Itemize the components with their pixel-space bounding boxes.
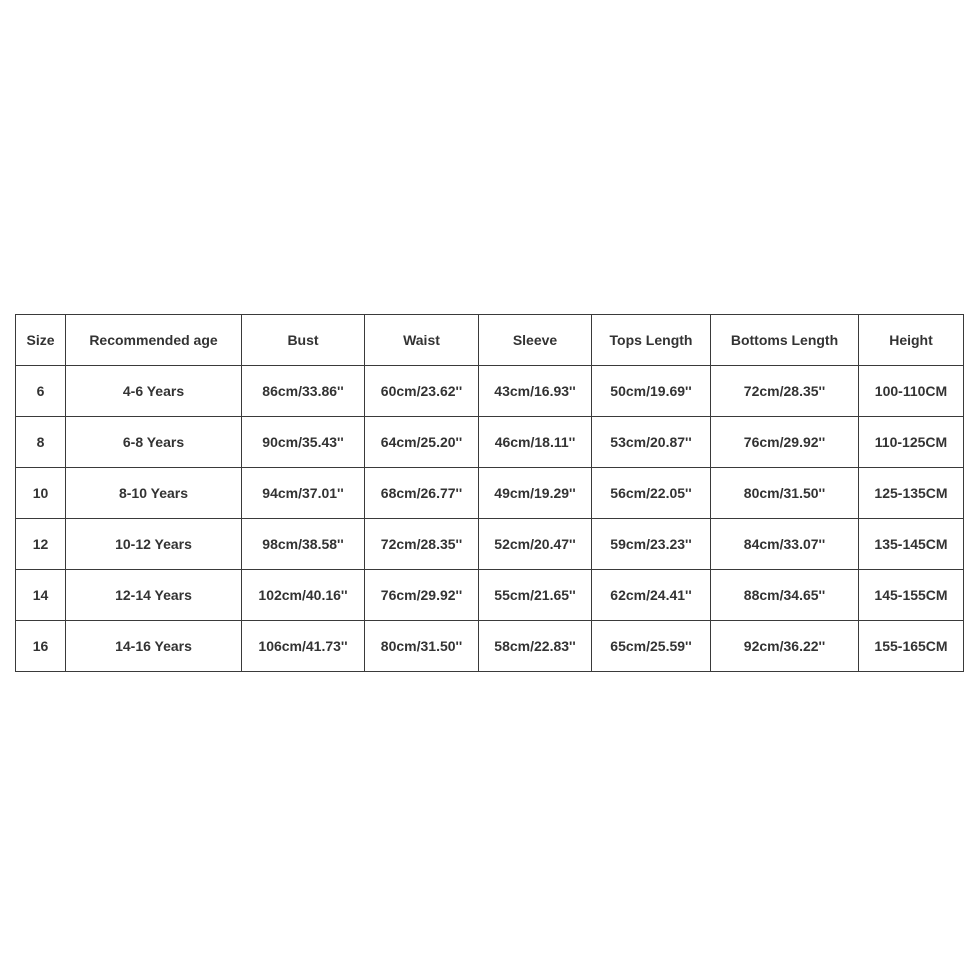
cell-waist: 60cm/23.62'' <box>365 366 479 417</box>
header-bust: Bust <box>242 315 365 366</box>
cell-tops-length: 50cm/19.69'' <box>592 366 711 417</box>
cell-bottoms-length: 88cm/34.65'' <box>711 570 859 621</box>
cell-bottoms-length: 76cm/29.92'' <box>711 417 859 468</box>
table-row <box>16 417 964 468</box>
cell-size: 8 <box>16 417 66 468</box>
cell-sleeve: 49cm/19.29'' <box>479 468 592 519</box>
header-waist: Waist <box>365 315 479 366</box>
table-row <box>16 366 964 417</box>
cell-waist: 68cm/26.77'' <box>365 468 479 519</box>
cell-recommended-age: 8-10 Years <box>66 468 242 519</box>
cell-tops-length: 65cm/25.59'' <box>592 621 711 672</box>
cell-bottoms-length: 80cm/31.50'' <box>711 468 859 519</box>
cell-height: 155-165CM <box>859 621 964 672</box>
cell-bottoms-length: 72cm/28.35'' <box>711 366 859 417</box>
cell-height: 100-110CM <box>859 366 964 417</box>
cell-recommended-age: 6-8 Years <box>66 417 242 468</box>
cell-sleeve: 46cm/18.11'' <box>479 417 592 468</box>
cell-waist: 64cm/25.20'' <box>365 417 479 468</box>
cell-size: 6 <box>16 366 66 417</box>
size-chart-header <box>16 315 964 366</box>
cell-sleeve: 55cm/21.65'' <box>479 570 592 621</box>
cell-height: 125-135CM <box>859 468 964 519</box>
header-sleeve: Sleeve <box>479 315 592 366</box>
size-chart-table <box>15 314 964 672</box>
cell-size: 14 <box>16 570 66 621</box>
cell-recommended-age: 4-6 Years <box>66 366 242 417</box>
cell-height: 110-125CM <box>859 417 964 468</box>
cell-sleeve: 52cm/20.47'' <box>479 519 592 570</box>
cell-size: 12 <box>16 519 66 570</box>
header-tops-length: Tops Length <box>592 315 711 366</box>
cell-size: 16 <box>16 621 66 672</box>
cell-bust: 86cm/33.86'' <box>242 366 365 417</box>
table-row <box>16 519 964 570</box>
cell-bust: 94cm/37.01'' <box>242 468 365 519</box>
header-recommended-age: Recommended age <box>66 315 242 366</box>
cell-tops-length: 56cm/22.05'' <box>592 468 711 519</box>
cell-recommended-age: 14-16 Years <box>66 621 242 672</box>
header-size: Size <box>16 315 66 366</box>
table-row <box>16 570 964 621</box>
header-bottoms-length: Bottoms Length <box>711 315 859 366</box>
cell-bust: 90cm/35.43'' <box>242 417 365 468</box>
cell-recommended-age: 10-12 Years <box>66 519 242 570</box>
cell-tops-length: 53cm/20.87'' <box>592 417 711 468</box>
header-height: Height <box>859 315 964 366</box>
cell-waist: 72cm/28.35'' <box>365 519 479 570</box>
cell-tops-length: 62cm/24.41'' <box>592 570 711 621</box>
cell-height: 145-155CM <box>859 570 964 621</box>
cell-sleeve: 43cm/16.93'' <box>479 366 592 417</box>
cell-size: 10 <box>16 468 66 519</box>
header-row <box>16 315 964 366</box>
cell-bottoms-length: 84cm/33.07'' <box>711 519 859 570</box>
cell-bust: 106cm/41.73'' <box>242 621 365 672</box>
cell-waist: 80cm/31.50'' <box>365 621 479 672</box>
cell-bust: 98cm/38.58'' <box>242 519 365 570</box>
table-row <box>16 621 964 672</box>
cell-waist: 76cm/29.92'' <box>365 570 479 621</box>
table-row <box>16 468 964 519</box>
size-chart-body <box>16 366 964 672</box>
cell-sleeve: 58cm/22.83'' <box>479 621 592 672</box>
cell-tops-length: 59cm/23.23'' <box>592 519 711 570</box>
cell-recommended-age: 12-14 Years <box>66 570 242 621</box>
cell-bottoms-length: 92cm/36.22'' <box>711 621 859 672</box>
cell-bust: 102cm/40.16'' <box>242 570 365 621</box>
cell-height: 135-145CM <box>859 519 964 570</box>
